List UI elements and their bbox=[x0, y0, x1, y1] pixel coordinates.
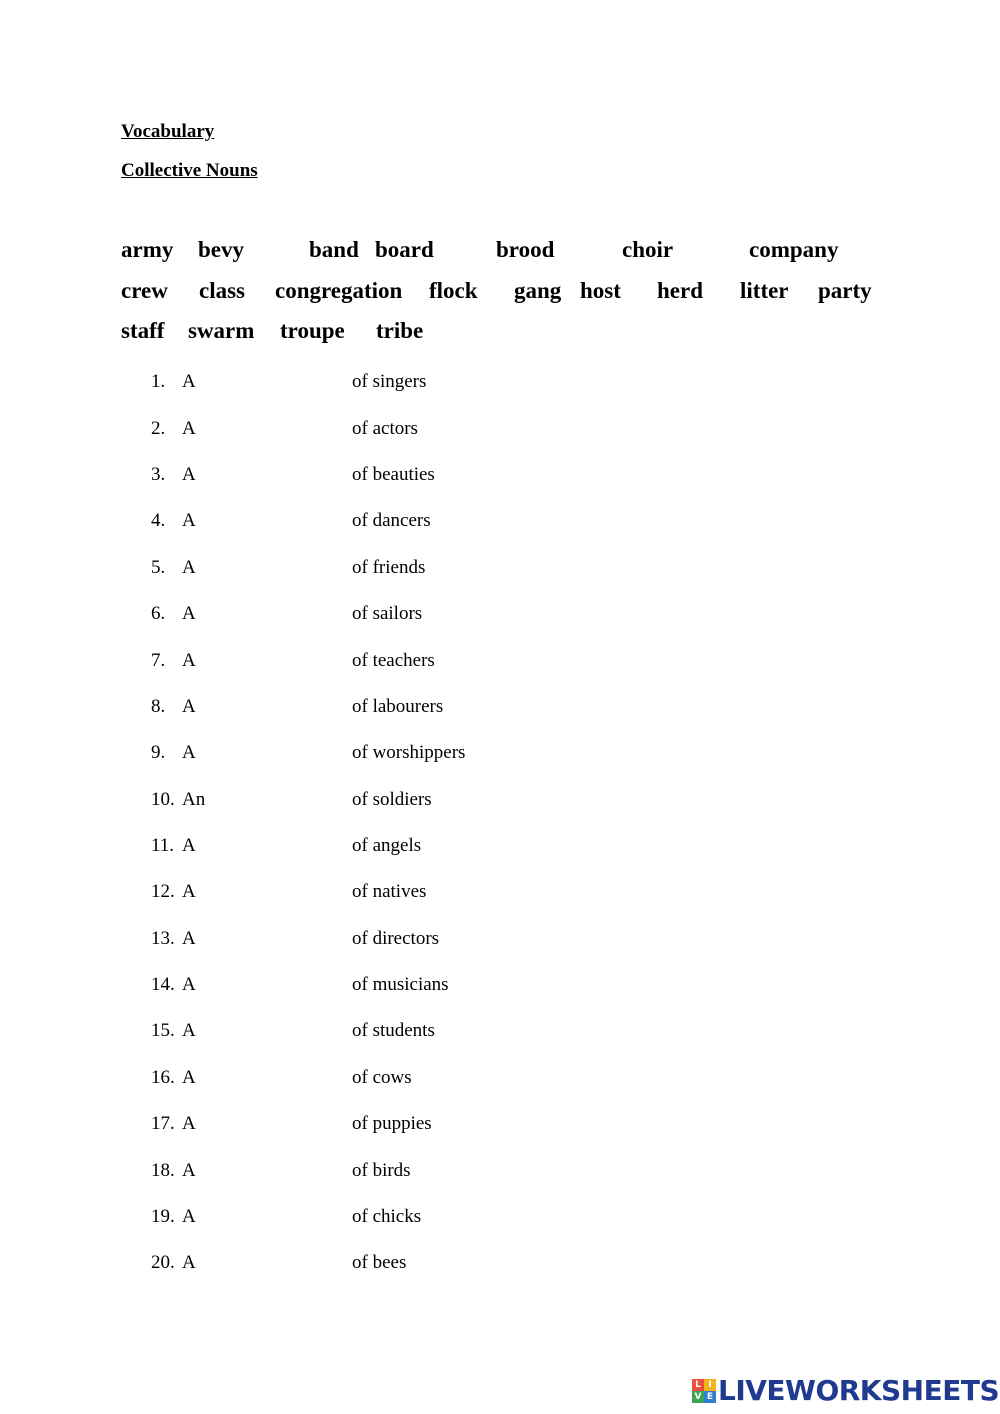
question-article: A bbox=[182, 650, 196, 671]
question-row bbox=[0, 742, 1000, 772]
answer-blank[interactable] bbox=[210, 833, 340, 857]
question-article: A bbox=[182, 464, 196, 485]
question-article: A bbox=[182, 1020, 196, 1041]
answer-blank[interactable] bbox=[210, 740, 340, 764]
question-phrase: of bees bbox=[352, 1252, 407, 1273]
question-row bbox=[0, 1113, 1000, 1143]
question-phrase: of angels bbox=[352, 835, 422, 856]
word-bank-item: class bbox=[199, 278, 245, 303]
question-row bbox=[0, 557, 1000, 587]
word-bank-item: crew bbox=[121, 278, 168, 303]
logo-mark-letter: V bbox=[692, 1391, 704, 1403]
question-article: A bbox=[182, 1067, 196, 1088]
word-bank-item: swarm bbox=[188, 318, 255, 343]
question-number: 19. bbox=[151, 1206, 175, 1227]
question-number: 20. bbox=[151, 1252, 175, 1273]
question-number: 9. bbox=[151, 742, 166, 763]
question-number: 2. bbox=[151, 418, 166, 439]
word-bank-item: herd bbox=[657, 278, 703, 303]
question-row bbox=[0, 789, 1000, 819]
question-article: A bbox=[182, 928, 196, 949]
question-number: 18. bbox=[151, 1160, 175, 1181]
logo-text: LIVEWORKSHEETS bbox=[718, 1374, 1000, 1407]
question-row bbox=[0, 835, 1000, 865]
question-number: 15. bbox=[151, 1020, 175, 1041]
answer-blank[interactable] bbox=[210, 1111, 340, 1135]
question-phrase: of labourers bbox=[352, 696, 444, 717]
question-number: 3. bbox=[151, 464, 166, 485]
question-phrase: of teachers bbox=[352, 650, 435, 671]
answer-blank[interactable] bbox=[210, 1158, 340, 1182]
question-number: 10. bbox=[151, 789, 175, 810]
question-article: A bbox=[182, 603, 196, 624]
answer-blank[interactable] bbox=[210, 1250, 340, 1274]
question-phrase: of actors bbox=[352, 418, 418, 439]
question-number: 6. bbox=[151, 603, 166, 624]
question-row bbox=[0, 650, 1000, 680]
question-number: 17. bbox=[151, 1113, 175, 1134]
liveworksheets-logo bbox=[692, 1375, 999, 1407]
question-article: A bbox=[182, 974, 196, 995]
question-phrase: of singers bbox=[352, 371, 427, 392]
answer-blank[interactable] bbox=[210, 926, 340, 950]
question-phrase: of natives bbox=[352, 881, 427, 902]
question-row bbox=[0, 464, 1000, 494]
question-phrase: of beauties bbox=[352, 464, 435, 485]
question-row bbox=[0, 1252, 1000, 1282]
question-phrase: of soldiers bbox=[352, 789, 432, 810]
question-phrase: of directors bbox=[352, 928, 440, 949]
question-phrase: of musicians bbox=[352, 974, 449, 995]
word-bank-item: board bbox=[375, 237, 434, 262]
question-phrase: of chicks bbox=[352, 1206, 422, 1227]
question-row bbox=[0, 928, 1000, 958]
question-row bbox=[0, 881, 1000, 911]
question-phrase: of students bbox=[352, 1020, 435, 1041]
question-article: A bbox=[182, 1160, 196, 1181]
question-article: A bbox=[182, 835, 196, 856]
answer-blank[interactable] bbox=[210, 601, 340, 625]
question-row bbox=[0, 1206, 1000, 1236]
question-row bbox=[0, 603, 1000, 633]
word-bank-item: flock bbox=[429, 278, 478, 303]
page-title: Vocabulary bbox=[121, 121, 215, 142]
question-phrase: of dancers bbox=[352, 510, 431, 531]
question-article: A bbox=[182, 1113, 196, 1134]
question-article: A bbox=[182, 557, 196, 578]
logo-mark-letter: I bbox=[704, 1379, 716, 1391]
question-article: An bbox=[182, 789, 206, 810]
question-row bbox=[0, 974, 1000, 1004]
question-number: 4. bbox=[151, 510, 166, 531]
question-number: 1. bbox=[151, 371, 166, 392]
word-bank-item: staff bbox=[121, 318, 165, 343]
question-row bbox=[0, 510, 1000, 540]
answer-blank[interactable] bbox=[210, 1018, 340, 1042]
question-number: 8. bbox=[151, 696, 166, 717]
question-number: 12. bbox=[151, 881, 175, 902]
question-number: 16. bbox=[151, 1067, 175, 1088]
word-bank-item: band bbox=[309, 237, 359, 262]
question-article: A bbox=[182, 881, 196, 902]
word-bank-item: brood bbox=[496, 237, 555, 262]
question-row bbox=[0, 1067, 1000, 1097]
question-number: 5. bbox=[151, 557, 166, 578]
question-row bbox=[0, 418, 1000, 448]
question-phrase: of sailors bbox=[352, 603, 423, 624]
question-phrase: of worshippers bbox=[352, 742, 466, 763]
answer-blank[interactable] bbox=[210, 555, 340, 579]
question-phrase: of birds bbox=[352, 1160, 411, 1181]
answer-blank[interactable] bbox=[210, 972, 340, 996]
question-phrase: of cows bbox=[352, 1067, 412, 1088]
question-article: A bbox=[182, 371, 196, 392]
question-number: 11. bbox=[151, 835, 175, 856]
word-bank-item: company bbox=[749, 237, 839, 262]
answer-blank[interactable] bbox=[210, 416, 340, 440]
answer-blank[interactable] bbox=[210, 694, 340, 718]
answer-blank[interactable] bbox=[210, 508, 340, 532]
liveworksheets-mark-icon bbox=[692, 1379, 716, 1403]
question-phrase: of friends bbox=[352, 557, 426, 578]
answer-blank[interactable] bbox=[210, 879, 340, 903]
word-bank-item: party bbox=[818, 278, 872, 303]
question-article: A bbox=[182, 742, 196, 763]
question-article: A bbox=[182, 1206, 196, 1227]
answer-blank[interactable] bbox=[210, 648, 340, 672]
answer-blank[interactable] bbox=[210, 1065, 340, 1089]
logo-mark-letter: E bbox=[704, 1391, 716, 1403]
word-bank-item: congregation bbox=[275, 278, 403, 303]
question-article: A bbox=[182, 418, 196, 439]
question-article: A bbox=[182, 510, 196, 531]
logo-mark-letter: L bbox=[692, 1379, 704, 1391]
page-subtitle: Collective Nouns bbox=[121, 160, 258, 181]
word-bank-item: host bbox=[580, 278, 621, 303]
word-bank-item: tribe bbox=[376, 318, 424, 343]
question-phrase: of puppies bbox=[352, 1113, 432, 1134]
answer-blank[interactable] bbox=[210, 462, 340, 486]
question-row bbox=[0, 371, 1000, 401]
question-number: 14. bbox=[151, 974, 175, 995]
answer-blank[interactable] bbox=[210, 369, 340, 393]
word-bank-item: litter bbox=[740, 278, 789, 303]
word-bank-item: gang bbox=[514, 278, 562, 303]
answer-blank[interactable] bbox=[210, 787, 340, 811]
question-row bbox=[0, 696, 1000, 726]
answer-blank[interactable] bbox=[210, 1204, 340, 1228]
word-bank-item: troupe bbox=[280, 318, 345, 343]
word-bank-item: army bbox=[121, 237, 174, 262]
question-number: 7. bbox=[151, 650, 166, 671]
question-article: A bbox=[182, 696, 196, 717]
question-row bbox=[0, 1020, 1000, 1050]
question-article: A bbox=[182, 1252, 196, 1273]
word-bank-item: choir bbox=[622, 237, 674, 262]
word-bank-item: bevy bbox=[198, 237, 244, 262]
question-row bbox=[0, 1160, 1000, 1190]
question-number: 13. bbox=[151, 928, 175, 949]
